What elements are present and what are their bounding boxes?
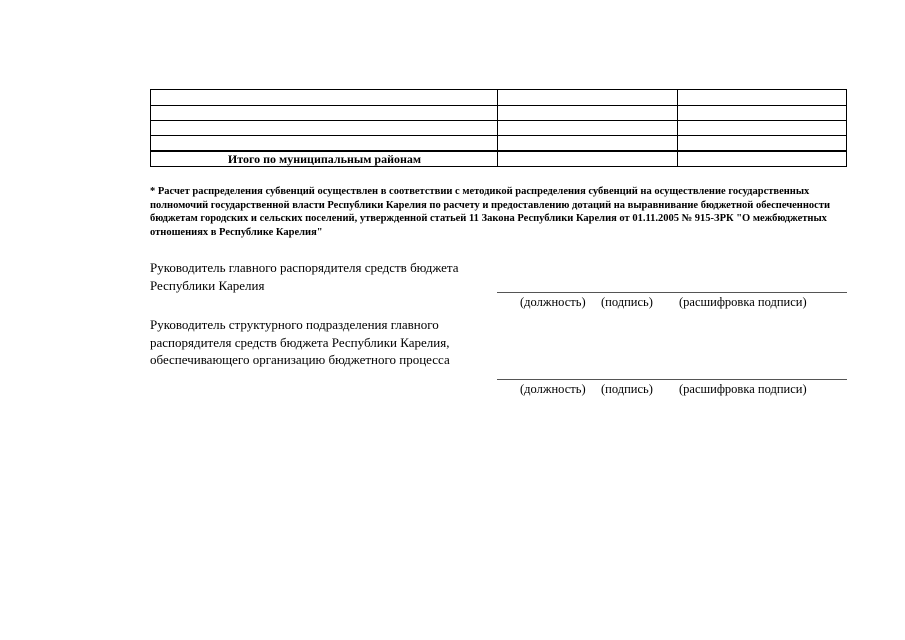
signature-caption: (подпись) bbox=[601, 295, 653, 309]
total-label: Итого по муниципальным районам bbox=[227, 152, 422, 166]
table-cell bbox=[498, 152, 678, 166]
position-caption: (должность) bbox=[520, 295, 586, 309]
table-cell bbox=[498, 90, 678, 105]
signatory-title-line: распорядителя средств бюджета Республики Карелия, bbox=[150, 334, 450, 350]
table-cell bbox=[151, 136, 498, 150]
position-caption: (должность) bbox=[520, 382, 586, 396]
table-cell bbox=[498, 106, 678, 120]
table-row bbox=[151, 90, 846, 106]
table-row bbox=[151, 136, 846, 152]
signatory-title-line: Республики Карелия bbox=[150, 277, 265, 293]
table-cell bbox=[678, 152, 846, 166]
signatory-title-1 bbox=[150, 259, 459, 294]
table-total-row bbox=[151, 152, 846, 166]
table-cell bbox=[151, 121, 498, 135]
table-cell bbox=[498, 121, 678, 135]
signatory-title-line: Руководитель главного распорядителя средств бюджета bbox=[150, 260, 459, 275]
decryption-caption: (расшифровка подписи) bbox=[679, 382, 807, 396]
table-cell bbox=[678, 90, 846, 105]
table-cell bbox=[678, 121, 846, 135]
signatory-title-line: Руководитель структурного подразделения главного bbox=[150, 317, 439, 332]
table-cell bbox=[151, 106, 498, 120]
summary-table bbox=[150, 89, 847, 167]
table-cell bbox=[151, 90, 498, 105]
table-cell bbox=[498, 136, 678, 150]
table-cell bbox=[151, 152, 498, 166]
table-cell bbox=[678, 136, 846, 150]
footnote: * Расчет распределения субвенций осуществлен в соответствии с методикой распределения субвенций на осуществление государственных полномочий государственной власти Республики Карелия по расчету и предоставлению дотаций на выравнивание бюджетной обеспеченности бюджетам городских и сельских поселений, утвержденной статьей 11 Закона Республики Карелия от 01.11.2005 № 915-ЗРК "О межбюджетных отношениях в Республике Карелия" bbox=[150, 186, 831, 238]
signatory-title-2 bbox=[150, 316, 450, 369]
table-cell bbox=[678, 106, 846, 120]
signature-line bbox=[497, 292, 847, 293]
table-row bbox=[151, 121, 846, 136]
table-row bbox=[151, 106, 846, 121]
signatory-title-line: обеспечивающего организацию бюджетного процесса bbox=[150, 352, 450, 367]
signature-line bbox=[497, 379, 847, 380]
signature-caption: (подпись) bbox=[601, 382, 653, 396]
decryption-caption: (расшифровка подписи) bbox=[679, 295, 807, 309]
